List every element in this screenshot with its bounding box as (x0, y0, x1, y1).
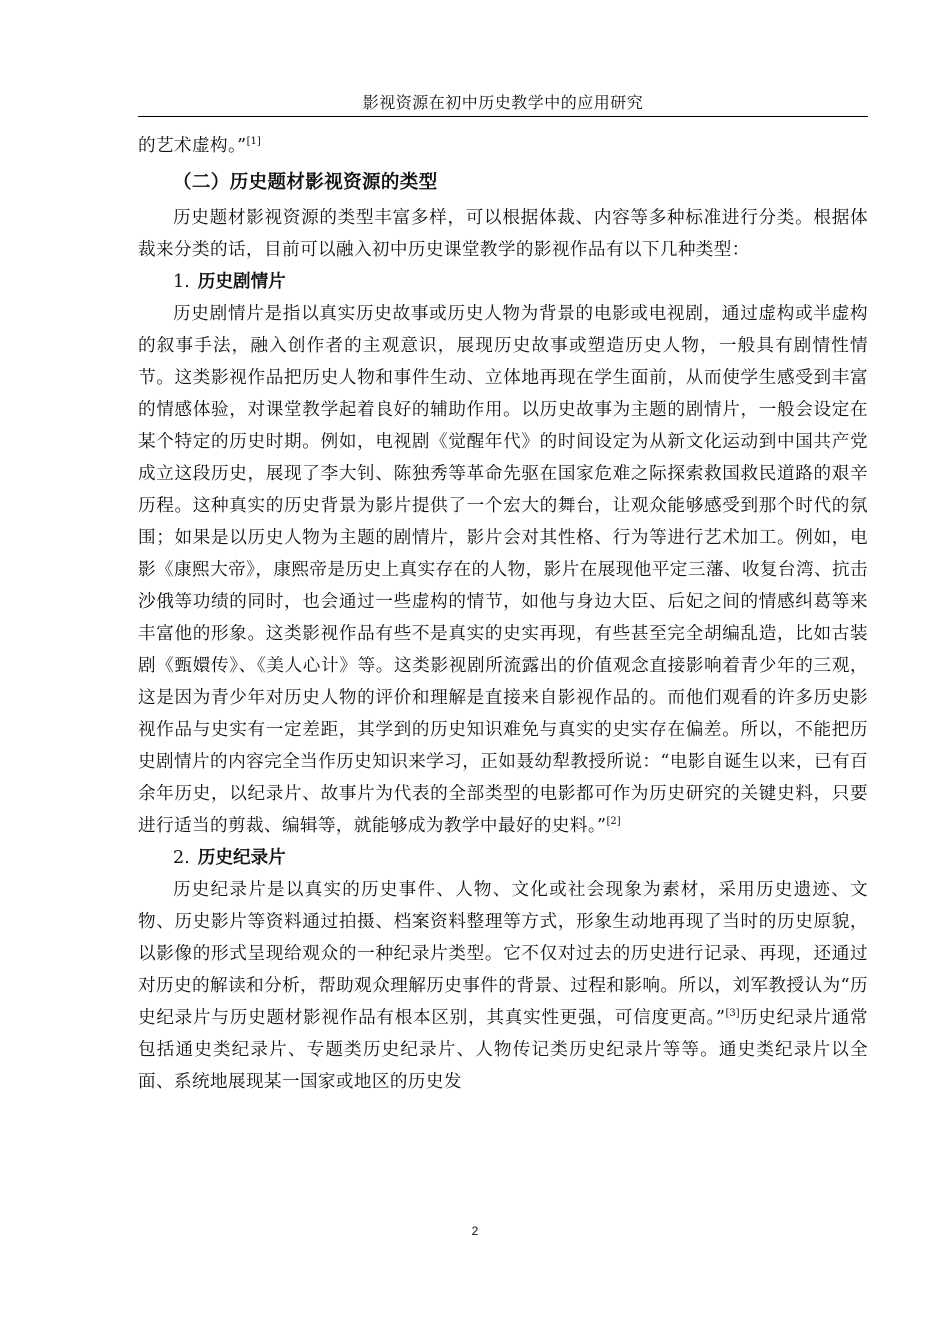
carry-over-text: 的艺术虚构。” (138, 136, 247, 156)
citation-1: [1] (246, 136, 261, 148)
carry-over-paragraph (138, 130, 868, 162)
citation-2: [2] (606, 816, 621, 828)
documentary-text-after-cite: 历史纪录片通常包括通史类纪录片、专题类历史纪录片、人物传记类历史纪录片等等。通史类纪录片以全面、系统地展现某一国家或地区的历史发 (138, 1008, 868, 1092)
subsection-number-1: 1. (173, 272, 190, 292)
subsection-title-2: 历史纪录片 (197, 848, 286, 868)
section-heading: （二）历史题材影视资源的类型 (173, 172, 438, 193)
page-number: 2 (471, 1224, 479, 1238)
subsection-title-1: 历史剧情片 (197, 272, 286, 292)
intro-paragraph: 历史题材影视资源的类型丰富多样，可以根据体裁、内容等多种标准进行分类。根据体裁来分类的话，目前可以融入初中历史课堂教学的影视作品有以下几种类型： (138, 208, 868, 260)
header-rule (138, 116, 868, 117)
running-header: 影视资源在初中历史教学中的应用研究 (362, 93, 644, 112)
subsection-number-2: 2. (173, 848, 190, 868)
documentary-paragraph (138, 874, 868, 1098)
documentary-text-before-cite: 历史纪录片是以真实的历史事件、人物、文化或社会现象为素材，采用历史遗迹、文物、历史影片等资料通过拍摄、档案资料整理等方式，形象生动地再现了当时的历史原貌，以影像的形式呈现给观众的一种纪录片类型。它不仅对过去的历史进行记录、再现，还通过对历史的解读和分析，帮助观众理解历史事件的背景、过程和影响。所以，刘军教授认为“历史纪录片与历史题材影视作品有根本区别，其真实性更强，可信度更高。” (138, 880, 868, 1028)
drama-paragraph-text: 历史剧情片是指以真实历史故事或历史人物为背景的电影或电视剧，通过虚构或半虚构的叙事手法，融入创作者的主观意识，展现历史故事或塑造历史人物，一般具有剧情性情节。这类影视作品把历史人物和事件生动、立体地再现在学生面前，从而使学生感受到丰富的情感体验，对课堂教学起着良好的辅助作用。以历史故事为主题的剧情片，一般会设定在某个特定的历史时期。例如，电视剧《觉醒年代》的时间设定为从新文化运动到中国共产党成立这段历史，展现了李大钊、陈独秀等革命先驱在国家危难之际探索救国救民道路的艰辛历程。这种真实的历史背景为影片提供了一个宏大的舞台，让观众能够感受到那个时代的氛围；如果是以历史人物为主题的剧情片，影片会对其性格、行为等进行艺术加工。例如，电影《康熙大帝》，康熙帝是历史上真实存在的人物，影片在展现他平定三藩、收复台湾、抗击沙俄等功绩的同时，也会通过一些虚构的情节，如他与身边大臣、后妃之间的情感纠葛等来丰富他的形象。这类影视作品有些不是真实的史实再现，有些甚至完全胡编乱造，比如古装剧《甄嬛传》、《美人心计》等。这类影视剧所流露出的价值观念直接影响着青少年的三观，这是因为青少年对历史人物的评价和理解是直接来自影视作品的。而他们观看的许多历史影视作品与史实有一定差距，其学到的历史知识难免与真实的史实存在偏差。所以，不能把历史剧情片的内容完全当作历史知识来学习，正如聂幼犁教授所说：“电影自诞生以来，已有百余年历史，以纪录片、故事片为代表的全部类型的电影都可作为历史研究的关键史料，只要进行适当的剪裁、编辑等，就能够成为教学中最好的史料。” (138, 304, 868, 836)
subsection-heading-2 (138, 842, 868, 874)
drama-paragraph (138, 298, 868, 842)
subsection-heading-1 (138, 266, 868, 298)
citation-3: [3] (725, 1008, 740, 1020)
page-content (138, 130, 868, 1098)
